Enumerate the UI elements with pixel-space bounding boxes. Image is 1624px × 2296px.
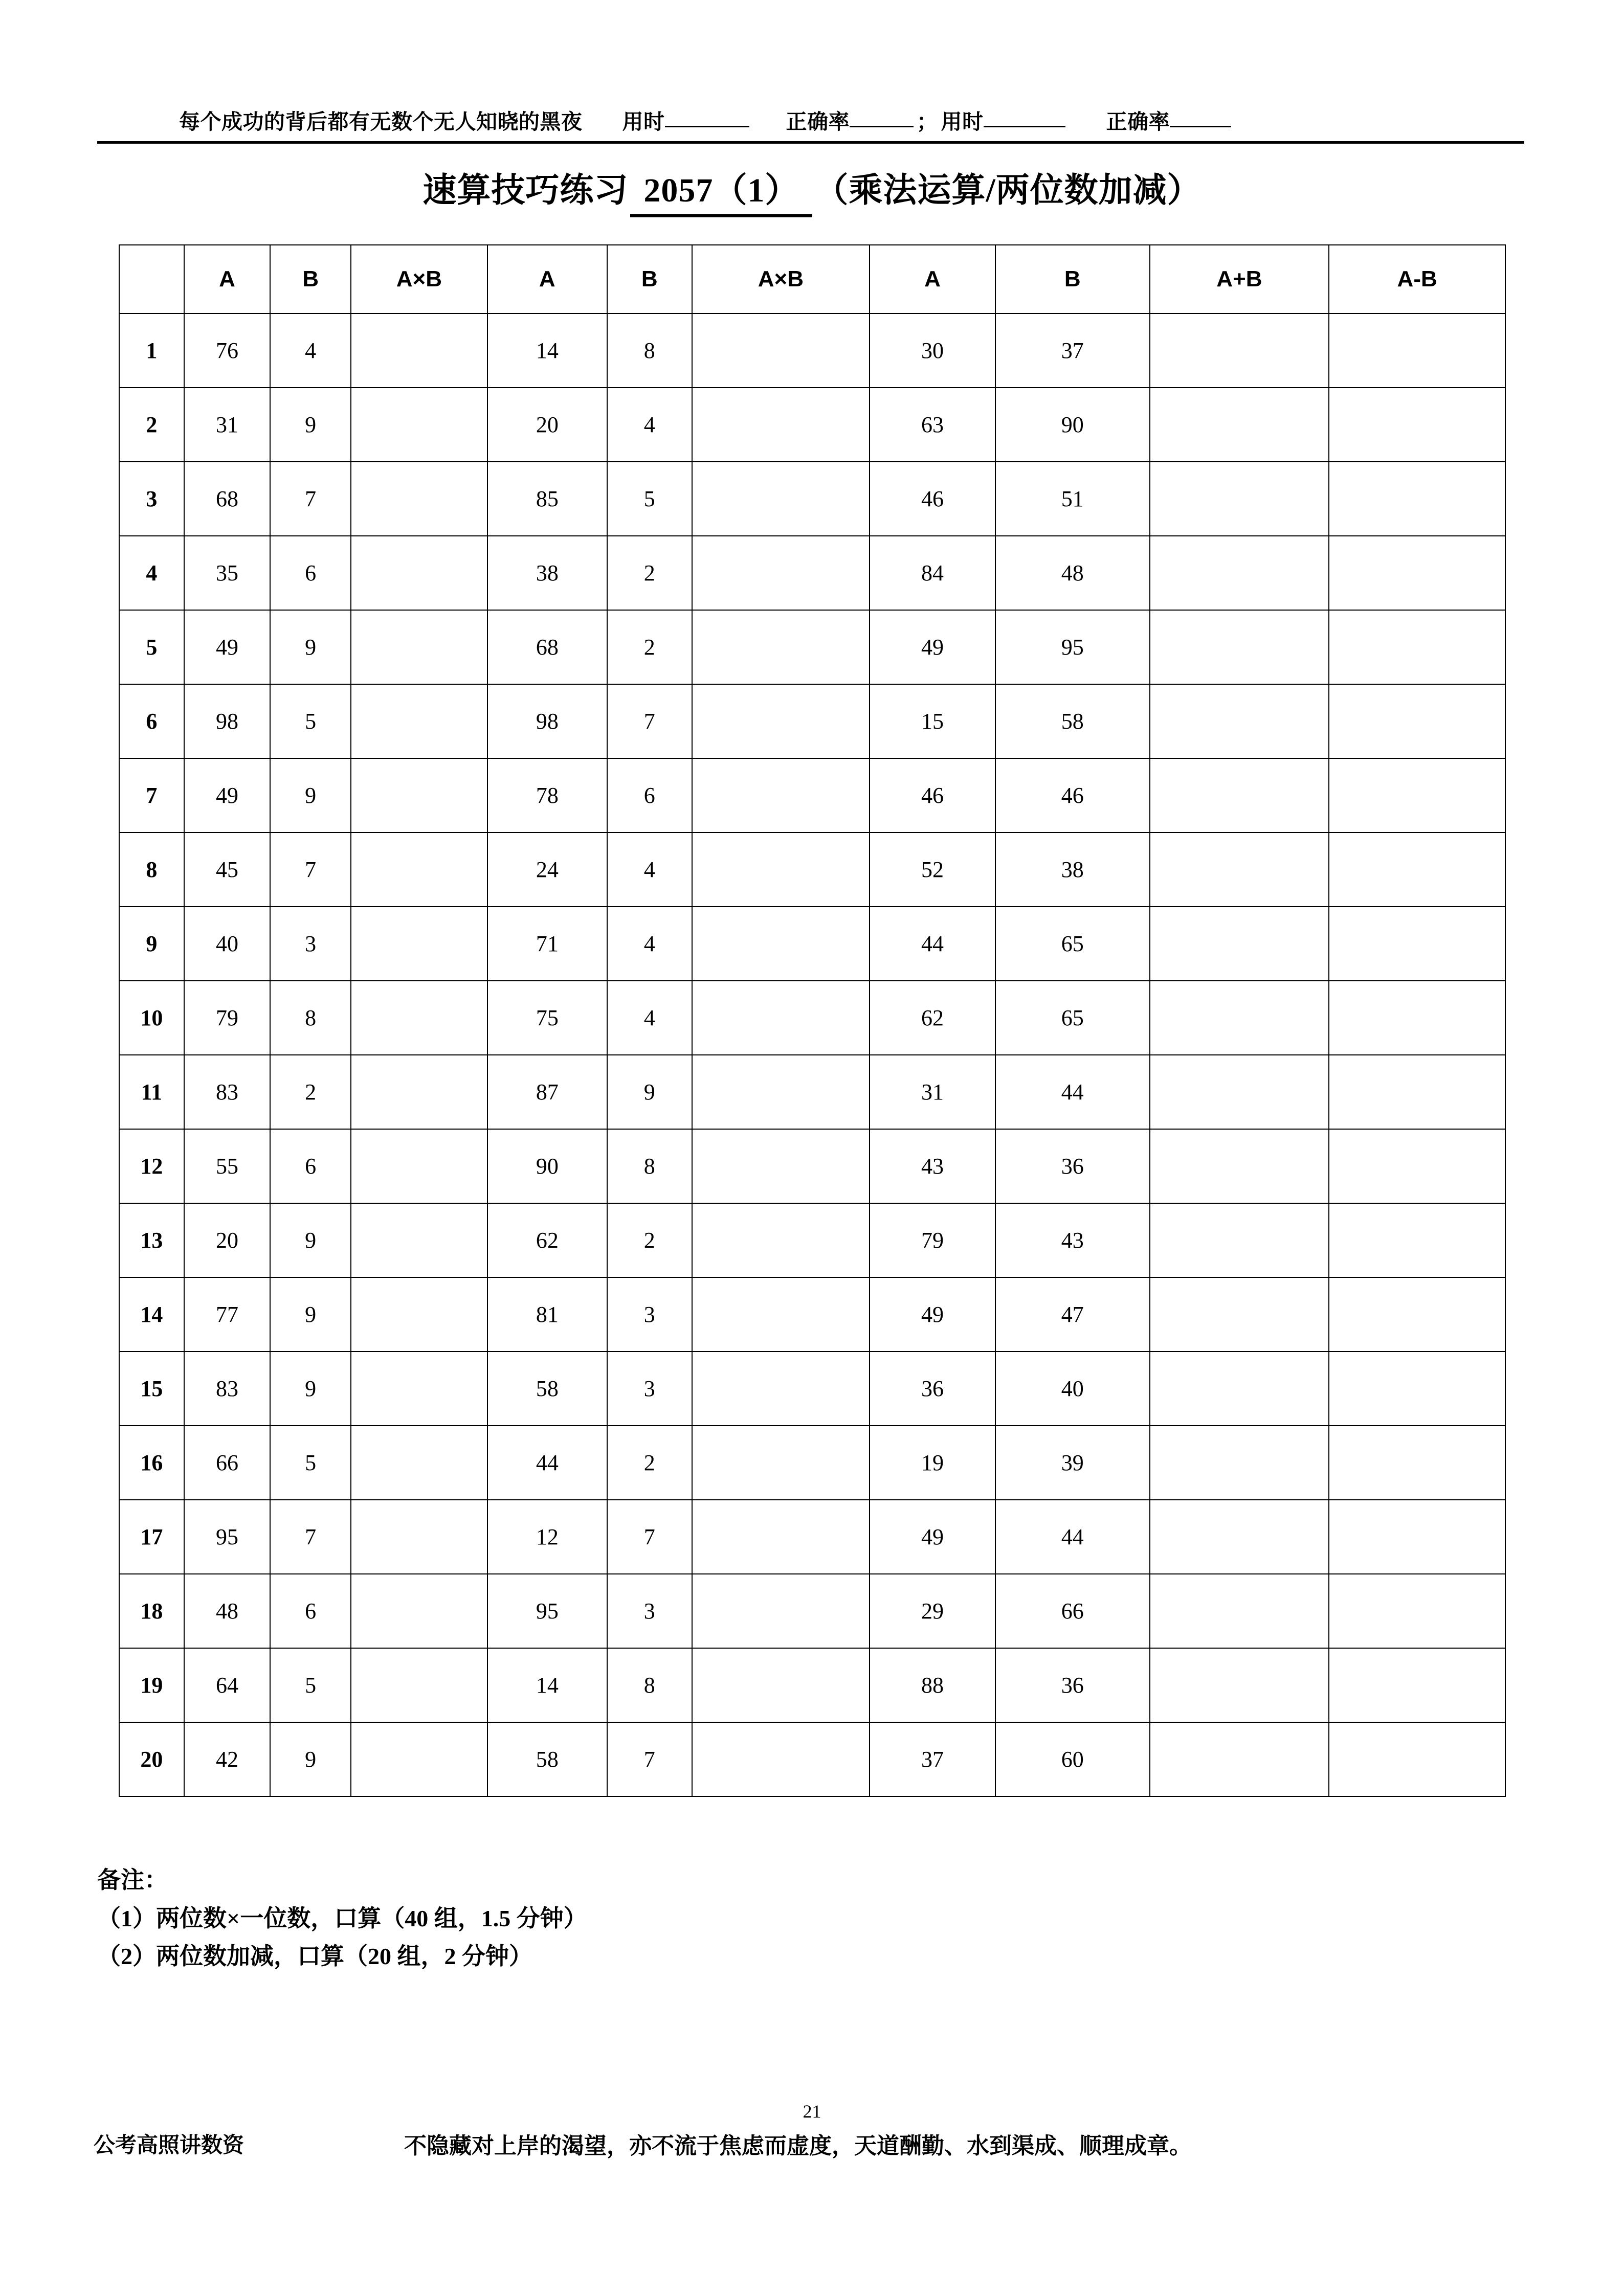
table-row bbox=[119, 536, 1505, 610]
page-header bbox=[97, 105, 1529, 140]
notes-heading: 备注： bbox=[97, 1867, 168, 1893]
answer-cell-ab1[interactable] bbox=[351, 981, 487, 1055]
operand-cell-a3: 88 bbox=[870, 1648, 995, 1722]
operand-cell-b2: 3 bbox=[607, 1277, 692, 1352]
operand-cell-b3: 47 bbox=[995, 1277, 1150, 1352]
footer-motto: 不隐藏对上岸的渴望，亦不流于焦虑而虚度，天道酬勤、水到渠成、顺理成章。 bbox=[404, 2133, 1192, 2158]
notes-line-1: （1）两位数×一位数，口算（40 组，1.5 分钟） bbox=[97, 1905, 587, 1931]
operand-cell-a3: 63 bbox=[870, 388, 995, 462]
operand-cell-a2: 58 bbox=[487, 1722, 607, 1796]
operand-cell-a2: 14 bbox=[487, 1648, 607, 1722]
answer-cell-sum[interactable] bbox=[1150, 907, 1329, 981]
operand-cell-b3: 44 bbox=[995, 1500, 1150, 1574]
operand-cell-b1: 9 bbox=[270, 1277, 351, 1352]
time-blank-2[interactable] bbox=[984, 126, 1065, 127]
operand-cell-b2: 3 bbox=[607, 1352, 692, 1426]
notes-line-2: （2）两位数加减，口算（20 组，2 分钟） bbox=[97, 1943, 532, 1970]
answer-cell-diff[interactable] bbox=[1329, 1203, 1505, 1277]
answer-cell-ab2[interactable] bbox=[692, 1722, 870, 1796]
answer-cell-sum[interactable] bbox=[1150, 981, 1329, 1055]
operand-cell-b2: 4 bbox=[607, 907, 692, 981]
operand-cell-b1: 9 bbox=[270, 1352, 351, 1426]
operand-cell-a3: 52 bbox=[870, 832, 995, 907]
operand-cell-a3: 30 bbox=[870, 313, 995, 388]
accuracy-field-1 bbox=[786, 105, 914, 135]
answer-cell-ab1[interactable] bbox=[351, 388, 487, 462]
operand-cell-b3: 39 bbox=[995, 1426, 1150, 1500]
answer-cell-diff[interactable] bbox=[1329, 610, 1505, 684]
operand-cell-a2: 20 bbox=[487, 388, 607, 462]
row-index: 13 bbox=[119, 1203, 184, 1277]
answer-cell-ab2[interactable] bbox=[692, 684, 870, 758]
operand-cell-b3: 58 bbox=[995, 684, 1150, 758]
row-index: 16 bbox=[119, 1426, 184, 1500]
header-line bbox=[97, 105, 1529, 140]
operand-cell-a1: 83 bbox=[184, 1352, 271, 1426]
table-row bbox=[119, 907, 1505, 981]
page-number: 21 bbox=[803, 2101, 821, 2122]
operand-cell-b1: 2 bbox=[270, 1055, 351, 1129]
operand-cell-a1: 40 bbox=[184, 907, 271, 981]
operand-cell-a1: 31 bbox=[184, 388, 271, 462]
operand-cell-b3: 37 bbox=[995, 313, 1150, 388]
operand-cell-a3: 49 bbox=[870, 1500, 995, 1574]
answer-cell-sum[interactable] bbox=[1150, 1277, 1329, 1352]
answer-cell-ab2[interactable] bbox=[692, 1648, 870, 1722]
operand-cell-a3: 49 bbox=[870, 1277, 995, 1352]
operand-cell-a1: 35 bbox=[184, 536, 271, 610]
operand-cell-a2: 68 bbox=[487, 610, 607, 684]
row-index: 3 bbox=[119, 462, 184, 536]
th-axb1: A×B bbox=[351, 245, 487, 313]
operand-cell-a3: 62 bbox=[870, 981, 995, 1055]
header-motto: 每个成功的背后都有无数个无人知晓的黑夜 bbox=[179, 110, 583, 133]
operand-cell-a3: 29 bbox=[870, 1574, 995, 1648]
th-index bbox=[119, 245, 184, 313]
row-index: 12 bbox=[119, 1129, 184, 1203]
answer-cell-ab2[interactable] bbox=[692, 758, 870, 832]
operand-cell-b3: 46 bbox=[995, 758, 1150, 832]
operand-cell-a3: 15 bbox=[870, 684, 995, 758]
operand-cell-b3: 90 bbox=[995, 388, 1150, 462]
operand-cell-b3: 40 bbox=[995, 1352, 1150, 1426]
answer-cell-diff[interactable] bbox=[1329, 1500, 1505, 1574]
operand-cell-a1: 76 bbox=[184, 313, 271, 388]
th-a1: A bbox=[184, 245, 271, 313]
operand-cell-a1: 83 bbox=[184, 1055, 271, 1129]
table-row bbox=[119, 1648, 1505, 1722]
operand-cell-a1: 98 bbox=[184, 684, 271, 758]
operand-cell-a2: 98 bbox=[487, 684, 607, 758]
row-index: 4 bbox=[119, 536, 184, 610]
operand-cell-a2: 75 bbox=[487, 981, 607, 1055]
operand-cell-b2: 2 bbox=[607, 1426, 692, 1500]
answer-cell-ab2[interactable] bbox=[692, 1500, 870, 1574]
answer-cell-ab1[interactable] bbox=[351, 1426, 487, 1500]
answer-cell-diff[interactable] bbox=[1329, 907, 1505, 981]
answer-cell-ab1[interactable] bbox=[351, 1055, 487, 1129]
th-b1: B bbox=[270, 245, 351, 313]
operand-cell-a1: 77 bbox=[184, 1277, 271, 1352]
answer-cell-ab2[interactable] bbox=[692, 610, 870, 684]
operand-cell-a1: 64 bbox=[184, 1648, 271, 1722]
operand-cell-b1: 5 bbox=[270, 1426, 351, 1500]
answer-cell-ab2[interactable] bbox=[692, 536, 870, 610]
table-header-row bbox=[119, 245, 1505, 313]
answer-cell-sum[interactable] bbox=[1150, 388, 1329, 462]
time-field-2 bbox=[941, 105, 1065, 135]
operand-cell-b2: 9 bbox=[607, 1055, 692, 1129]
operand-cell-b2: 5 bbox=[607, 462, 692, 536]
answer-cell-ab2[interactable] bbox=[692, 1055, 870, 1129]
operand-cell-b2: 2 bbox=[607, 610, 692, 684]
answer-cell-diff[interactable] bbox=[1329, 1055, 1505, 1129]
operand-cell-b2: 2 bbox=[607, 1203, 692, 1277]
operand-cell-b1: 9 bbox=[270, 1722, 351, 1796]
row-index: 8 bbox=[119, 832, 184, 907]
operand-cell-a2: 62 bbox=[487, 1203, 607, 1277]
operand-cell-b1: 9 bbox=[270, 610, 351, 684]
table-row bbox=[119, 1352, 1505, 1426]
answer-cell-sum[interactable] bbox=[1150, 536, 1329, 610]
answer-cell-ab2[interactable] bbox=[692, 981, 870, 1055]
row-index: 2 bbox=[119, 388, 184, 462]
answer-cell-sum[interactable] bbox=[1150, 1648, 1329, 1722]
operand-cell-a2: 71 bbox=[487, 907, 607, 981]
answer-cell-diff[interactable] bbox=[1329, 462, 1505, 536]
time-field-1 bbox=[622, 105, 749, 135]
answer-cell-ab1[interactable] bbox=[351, 1722, 487, 1796]
operand-cell-a1: 95 bbox=[184, 1500, 271, 1574]
operand-cell-b3: 36 bbox=[995, 1648, 1150, 1722]
answer-cell-ab1[interactable] bbox=[351, 684, 487, 758]
answer-cell-diff[interactable] bbox=[1329, 536, 1505, 610]
answer-cell-diff[interactable] bbox=[1329, 1722, 1505, 1796]
time-label-2: 用时 bbox=[941, 110, 984, 133]
answer-cell-diff[interactable] bbox=[1329, 832, 1505, 907]
answer-cell-ab1[interactable] bbox=[351, 313, 487, 388]
answer-cell-ab2[interactable] bbox=[692, 832, 870, 907]
table-row bbox=[119, 1055, 1505, 1129]
footer-brand: 公考高照讲数资 bbox=[94, 2134, 244, 2157]
table-row bbox=[119, 684, 1505, 758]
answer-cell-ab2[interactable] bbox=[692, 313, 870, 388]
operand-cell-b2: 8 bbox=[607, 1648, 692, 1722]
operand-cell-b1: 9 bbox=[270, 758, 351, 832]
th-a2: A bbox=[487, 245, 607, 313]
answer-cell-ab1[interactable] bbox=[351, 1500, 487, 1574]
operand-cell-b2: 7 bbox=[607, 1500, 692, 1574]
operand-cell-b1: 5 bbox=[270, 684, 351, 758]
table-body bbox=[119, 313, 1505, 1796]
answer-cell-ab1[interactable] bbox=[351, 1129, 487, 1203]
operand-cell-b3: 51 bbox=[995, 462, 1150, 536]
answer-cell-sum[interactable] bbox=[1150, 462, 1329, 536]
table-row bbox=[119, 1574, 1505, 1648]
answer-cell-diff[interactable] bbox=[1329, 1129, 1505, 1203]
operand-cell-a2: 24 bbox=[487, 832, 607, 907]
operand-cell-a1: 49 bbox=[184, 758, 271, 832]
operand-cell-b2: 8 bbox=[607, 313, 692, 388]
operand-cell-a2: 14 bbox=[487, 313, 607, 388]
row-index: 1 bbox=[119, 313, 184, 388]
answer-cell-ab2[interactable] bbox=[692, 1277, 870, 1352]
operand-cell-a1: 66 bbox=[184, 1426, 271, 1500]
answer-cell-sum[interactable] bbox=[1150, 832, 1329, 907]
operand-cell-b1: 5 bbox=[270, 1648, 351, 1722]
table-row bbox=[119, 981, 1505, 1055]
table-row bbox=[119, 832, 1505, 907]
answer-cell-ab2[interactable] bbox=[692, 1203, 870, 1277]
answer-cell-ab1[interactable] bbox=[351, 536, 487, 610]
answer-cell-sum[interactable] bbox=[1150, 1129, 1329, 1203]
answer-cell-diff[interactable] bbox=[1329, 1277, 1505, 1352]
operand-cell-b1: 7 bbox=[270, 1500, 351, 1574]
answer-cell-ab1[interactable] bbox=[351, 1352, 487, 1426]
notes-section bbox=[97, 1861, 1222, 1976]
operand-cell-b3: 65 bbox=[995, 907, 1150, 981]
header-separator: ； bbox=[917, 110, 938, 133]
operand-cell-a1: 48 bbox=[184, 1574, 271, 1648]
operand-cell-b3: 95 bbox=[995, 610, 1150, 684]
operand-cell-a1: 68 bbox=[184, 462, 271, 536]
answer-cell-diff[interactable] bbox=[1329, 1574, 1505, 1648]
row-index: 7 bbox=[119, 758, 184, 832]
operand-cell-a3: 31 bbox=[870, 1055, 995, 1129]
answer-cell-ab1[interactable] bbox=[351, 1648, 487, 1722]
operand-cell-a2: 38 bbox=[487, 536, 607, 610]
row-index: 14 bbox=[119, 1277, 184, 1352]
th-a3: A bbox=[870, 245, 995, 313]
answer-cell-sum[interactable] bbox=[1150, 1722, 1329, 1796]
answer-cell-sum[interactable] bbox=[1150, 313, 1329, 388]
operand-cell-b3: 60 bbox=[995, 1722, 1150, 1796]
th-aminusb: A-B bbox=[1329, 245, 1505, 313]
table-row bbox=[119, 1426, 1505, 1500]
answer-cell-ab2[interactable] bbox=[692, 907, 870, 981]
operand-cell-a3: 46 bbox=[870, 758, 995, 832]
th-aplusb: A+B bbox=[1150, 245, 1329, 313]
answer-cell-ab1[interactable] bbox=[351, 832, 487, 907]
answer-cell-sum[interactable] bbox=[1150, 1352, 1329, 1426]
operand-cell-a3: 19 bbox=[870, 1426, 995, 1500]
time-blank-1[interactable] bbox=[665, 126, 749, 127]
time-label-1: 用时 bbox=[622, 110, 665, 133]
answer-cell-ab2[interactable] bbox=[692, 462, 870, 536]
operand-cell-b1: 6 bbox=[270, 536, 351, 610]
operand-cell-b3: 43 bbox=[995, 1203, 1150, 1277]
answer-cell-sum[interactable] bbox=[1150, 1500, 1329, 1574]
operand-cell-b2: 4 bbox=[607, 981, 692, 1055]
operand-cell-b1: 8 bbox=[270, 981, 351, 1055]
title-suffix: （乘法运算/两位数加减） bbox=[814, 172, 1202, 209]
answer-cell-ab2[interactable] bbox=[692, 388, 870, 462]
answer-cell-diff[interactable] bbox=[1329, 981, 1505, 1055]
operand-cell-a3: 36 bbox=[870, 1352, 995, 1426]
table-row bbox=[119, 1277, 1505, 1352]
row-index: 19 bbox=[119, 1648, 184, 1722]
table-row bbox=[119, 1129, 1505, 1203]
row-index: 9 bbox=[119, 907, 184, 981]
table-row bbox=[119, 1722, 1505, 1796]
row-index: 20 bbox=[119, 1722, 184, 1796]
operand-cell-b2: 3 bbox=[607, 1574, 692, 1648]
operand-cell-a3: 46 bbox=[870, 462, 995, 536]
operand-cell-a2: 78 bbox=[487, 758, 607, 832]
row-index: 10 bbox=[119, 981, 184, 1055]
accuracy-field-2 bbox=[1106, 105, 1232, 135]
operand-cell-a1: 45 bbox=[184, 832, 271, 907]
accuracy-blank-1[interactable] bbox=[850, 126, 914, 127]
operand-cell-b3: 48 bbox=[995, 536, 1150, 610]
row-index: 17 bbox=[119, 1500, 184, 1574]
title-prefix: 速算技巧练习 bbox=[422, 172, 629, 209]
answer-cell-sum[interactable] bbox=[1150, 758, 1329, 832]
operand-cell-a2: 87 bbox=[487, 1055, 607, 1129]
answer-cell-diff[interactable] bbox=[1329, 758, 1505, 832]
operand-cell-a3: 44 bbox=[870, 907, 995, 981]
answer-cell-diff[interactable] bbox=[1329, 684, 1505, 758]
answer-cell-sum[interactable] bbox=[1150, 1426, 1329, 1500]
operand-cell-a2: 90 bbox=[487, 1129, 607, 1203]
operand-cell-b1: 7 bbox=[270, 462, 351, 536]
answer-cell-ab2[interactable] bbox=[692, 1426, 870, 1500]
answer-cell-ab1[interactable] bbox=[351, 1574, 487, 1648]
table-row bbox=[119, 1500, 1505, 1574]
row-index: 5 bbox=[119, 610, 184, 684]
table-header bbox=[119, 245, 1505, 313]
exercise-table-container bbox=[119, 244, 1506, 1797]
operand-cell-b3: 38 bbox=[995, 832, 1150, 907]
answer-cell-diff[interactable] bbox=[1329, 1426, 1505, 1500]
exercise-table bbox=[119, 244, 1506, 1797]
answer-cell-ab1[interactable] bbox=[351, 610, 487, 684]
operand-cell-a2: 95 bbox=[487, 1574, 607, 1648]
operand-cell-b3: 65 bbox=[995, 981, 1150, 1055]
answer-cell-sum[interactable] bbox=[1150, 610, 1329, 684]
operand-cell-a2: 85 bbox=[487, 462, 607, 536]
operand-cell-a2: 44 bbox=[487, 1426, 607, 1500]
answer-cell-ab1[interactable] bbox=[351, 758, 487, 832]
operand-cell-a3: 37 bbox=[870, 1722, 995, 1796]
row-index: 11 bbox=[119, 1055, 184, 1129]
operand-cell-a1: 20 bbox=[184, 1203, 271, 1277]
row-index: 15 bbox=[119, 1352, 184, 1426]
operand-cell-b3: 44 bbox=[995, 1055, 1150, 1129]
table-row bbox=[119, 313, 1505, 388]
operand-cell-b3: 36 bbox=[995, 1129, 1150, 1203]
operand-cell-a2: 12 bbox=[487, 1500, 607, 1574]
answer-cell-ab2[interactable] bbox=[692, 1352, 870, 1426]
operand-cell-b1: 4 bbox=[270, 313, 351, 388]
operand-cell-a3: 43 bbox=[870, 1129, 995, 1203]
answer-cell-sum[interactable] bbox=[1150, 684, 1329, 758]
operand-cell-a3: 49 bbox=[870, 610, 995, 684]
answer-cell-diff[interactable] bbox=[1329, 313, 1505, 388]
answer-cell-diff[interactable] bbox=[1329, 1352, 1505, 1426]
th-axb2: A×B bbox=[692, 245, 870, 313]
answer-cell-ab2[interactable] bbox=[692, 1129, 870, 1203]
answer-cell-ab2[interactable] bbox=[692, 1574, 870, 1648]
answer-cell-ab1[interactable] bbox=[351, 462, 487, 536]
operand-cell-a1: 42 bbox=[184, 1722, 271, 1796]
accuracy-blank-2[interactable] bbox=[1170, 126, 1231, 127]
table-row bbox=[119, 610, 1505, 684]
row-index: 6 bbox=[119, 684, 184, 758]
header-divider bbox=[97, 141, 1524, 144]
answer-cell-ab1[interactable] bbox=[351, 907, 487, 981]
table-row bbox=[119, 758, 1505, 832]
table-row bbox=[119, 462, 1505, 536]
operand-cell-a3: 84 bbox=[870, 536, 995, 610]
operand-cell-b1: 6 bbox=[270, 1129, 351, 1203]
title-number: 2057（1） bbox=[630, 163, 812, 217]
answer-cell-sum[interactable] bbox=[1150, 1055, 1329, 1129]
answer-cell-sum[interactable] bbox=[1150, 1203, 1329, 1277]
answer-cell-ab1[interactable] bbox=[351, 1203, 487, 1277]
operand-cell-b2: 8 bbox=[607, 1129, 692, 1203]
operand-cell-a3: 79 bbox=[870, 1203, 995, 1277]
operand-cell-b1: 6 bbox=[270, 1574, 351, 1648]
operand-cell-b3: 66 bbox=[995, 1574, 1150, 1648]
operand-cell-a1: 55 bbox=[184, 1129, 271, 1203]
row-index: 18 bbox=[119, 1574, 184, 1648]
operand-cell-b2: 7 bbox=[607, 1722, 692, 1796]
operand-cell-b2: 7 bbox=[607, 684, 692, 758]
operand-cell-a1: 49 bbox=[184, 610, 271, 684]
table-row bbox=[119, 388, 1505, 462]
answer-cell-diff[interactable] bbox=[1329, 1648, 1505, 1722]
answer-cell-sum[interactable] bbox=[1150, 1574, 1329, 1648]
operand-cell-a1: 79 bbox=[184, 981, 271, 1055]
th-b3: B bbox=[995, 245, 1150, 313]
operand-cell-b1: 7 bbox=[270, 832, 351, 907]
operand-cell-a2: 58 bbox=[487, 1352, 607, 1426]
operand-cell-b1: 3 bbox=[270, 907, 351, 981]
operand-cell-b1: 9 bbox=[270, 388, 351, 462]
answer-cell-diff[interactable] bbox=[1329, 388, 1505, 462]
accuracy-label-2: 正确率 bbox=[1106, 110, 1170, 133]
accuracy-label-1: 正确率 bbox=[786, 110, 850, 133]
operand-cell-b1: 9 bbox=[270, 1203, 351, 1277]
operand-cell-b2: 4 bbox=[607, 388, 692, 462]
table-row bbox=[119, 1203, 1505, 1277]
operand-cell-b2: 6 bbox=[607, 758, 692, 832]
operand-cell-b2: 2 bbox=[607, 536, 692, 610]
operand-cell-b2: 4 bbox=[607, 832, 692, 907]
operand-cell-a2: 81 bbox=[487, 1277, 607, 1352]
answer-cell-ab1[interactable] bbox=[351, 1277, 487, 1352]
page-title bbox=[0, 163, 1624, 217]
th-b2: B bbox=[607, 245, 692, 313]
